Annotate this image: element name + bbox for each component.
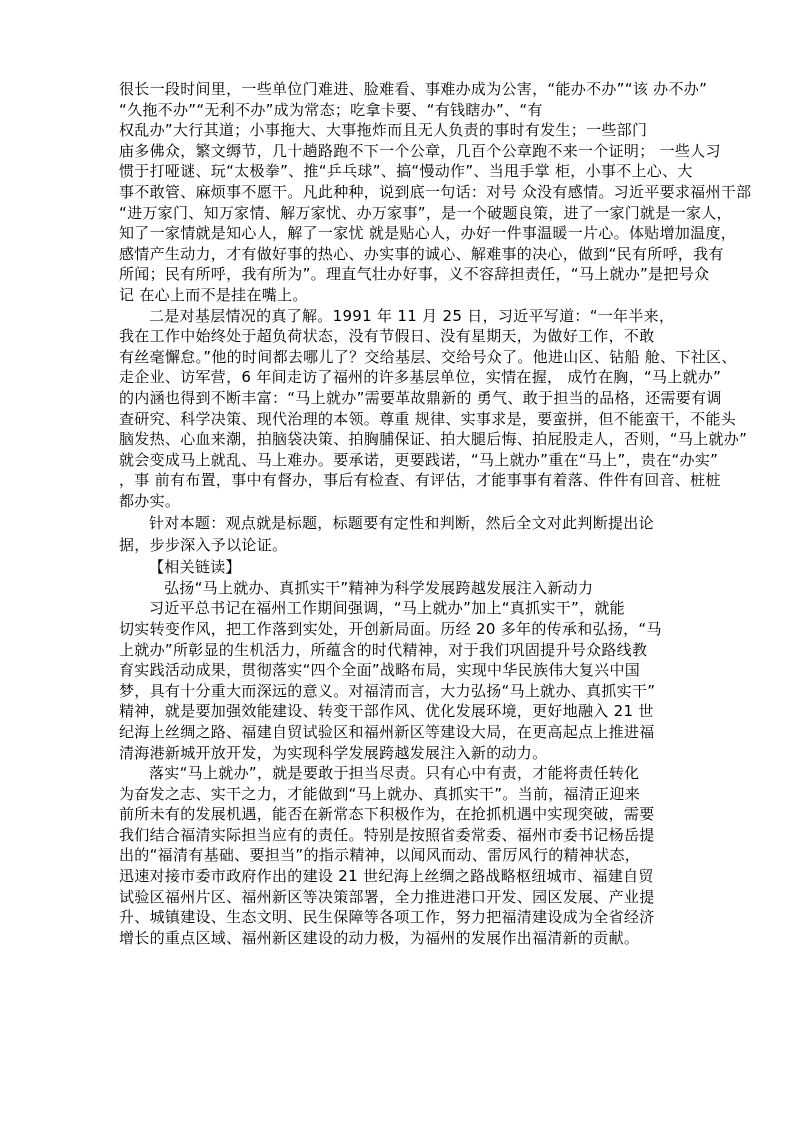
text-line: 庙多佛众，繁文缛节，几十趟路跑不下一个公章，几百个公章跑不来一个证明； 一些人习 [119, 141, 721, 160]
text-line: 为奋发之志、实干之力，才能做到“马上就办、真抓实干”。当前，福清正迎来 [119, 784, 641, 803]
text-line: 试验区福州片区、福州新区等决策部署，全力推进港口开发、园区发展、产业提 [119, 887, 655, 906]
text-line: 惯于打哑谜、玩“太极拳”、推“乒乓球”、搞“慢动作”、当甩手掌 柜，小事不上心、大 [119, 162, 693, 181]
text-line: 感情产生动力，才有做好事的热心、办实事的诚心、解难事的决心，做到“民有所呼，我有 [119, 244, 724, 263]
text-line: 据，步步深入予以论证。 [119, 536, 288, 555]
text-line: “进万家门、知万家情、解万家忧、办万家事”，是一个破题良策，进了一家门就是一家人， [119, 203, 732, 222]
text-line: 我们结合福清实际担当应有的责任。特别是按照省委常委、福州市委书记杨岳提 [119, 825, 655, 844]
text-line: 清海港新城开放开发，为实现科学发展跨越发展注入新的动力。 [119, 743, 548, 762]
paragraph-start: 落实“马上就办”，就是要敢于担当尽责。只有心中有责，才能将责任转化 [149, 764, 640, 783]
text-line: 查研究、科学决策、现代治理的本领。尊重 规律、实事求是，要蛮拼，但不能蛮干，不能头 [119, 409, 737, 428]
article-title: 弘扬“马上就办、真抓实干”精神为科学发展跨越发展注入新动力 [164, 578, 594, 597]
text-line: 育实践活动成果，贯彻落实“四个全面”战略布局，实现中华民族伟大复兴中国 [119, 661, 641, 680]
text-line: ，事 前有布置，事中有督办，事后有检查、有评估，才能事事有着落、件件有回音、桩桩 [119, 471, 721, 490]
text-line: 前所未有的发展机遇，能否在新常态下积极作为，在抢抓机遇中实现突破，需要 [119, 805, 655, 824]
text-line: 记 在心上而不是挂在嘴上。 [119, 285, 308, 304]
text-line: 所闻；民有所呼，我有所为”。理直气壮办好事，义不容辞担责任，“马上就办”是把号众 [119, 265, 710, 284]
paragraph-start: 习近平总书记在福州工作期间强调，“马上就办”加上“真抓实干”，就能 [149, 599, 625, 618]
text-line: 很长一段时间里，一些单位门难进、脸难看、事难办成为公害，“能办不办”“该 办不办” [119, 80, 708, 98]
text-line: 出的“福清有基础、要担当”的指示精神，以闻风而动、雷厉风行的精神状态， [119, 846, 641, 865]
text-line: 迅速对接市委市政府作出的建设 21 世纪海上丝绸之路战略枢纽城市、福建自贸 [119, 867, 654, 886]
text-line: 就会变成马上就乱、马上难办。要承诺，更要践诺，“马上就办”重在“马上”，贵在“办实” [119, 450, 719, 469]
text-line: 纪海上丝绸之路、福建自贸试验区和福州新区等建设大局，在更高起点上推进福 [119, 722, 655, 741]
text-line: “久拖不办”“无利不办”成为常态；吃拿卡要、“有钱瞎办”、“有 [119, 100, 543, 119]
paragraph-start: 针对本题：观点就是标题，标题要有定性和判断，然后全文对此判断提出论 [149, 513, 654, 532]
text-line: 切实转变作风，把工作落到实处，开创新局面。历经 20 多年的传承和弘扬，“马 [119, 619, 662, 638]
text-line: 脑发热、心血来潮，拍脑袋决策、拍胸脯保证、拍大腿后悔、拍屁股走人，否则，“马上就办” [119, 430, 748, 449]
text-line: 有丝毫懈怠。”他的时间都去哪儿了？交给基层、交给号众了。他进山区、钻船 舱、下社区、 [119, 347, 737, 366]
text-line: 我在工作中始终处于超负荷状态，没有节假日、没有星期天，为做好工作，不敢 [119, 327, 655, 346]
text-line: 精神，就是要加强效能建设、转变干部作风、优化发展环境，更好地融入 21 世 [119, 702, 654, 721]
text-line: 梦，具有十分重大而深远的意义。对福清而言，大力弘扬“马上就办、真抓实干” [119, 681, 656, 700]
text-line: 上就办”所彰显的生机活力，所蕴含的时代精神，对于我们巩固提升号众路线教 [119, 640, 648, 659]
text-line: 增长的重点区域、福州新区建设的动力极，为福州的发展作出福清新的贡献。 [119, 928, 640, 947]
text-line: 事不敢管、麻烦事不愿干。凡此种种，说到底一句话：对号 众没有感情。习近平要求福州干部 [119, 182, 752, 201]
text-line: 走企业、访军营，6 年间走访了福州的许多基层单位，实情在握， 成竹在胸，“马上就办” [119, 368, 722, 387]
text-line: 知了一家情就是知心人，解了一家忧 就是贴心人，办好一件事温暖一片心。体贴增加温度， [119, 224, 737, 243]
document-page [119, 79, 752, 948]
text-line: 都办实。 [119, 491, 181, 510]
text-line: 升、城镇建设、生态文明、民生保障等各项工作，努力把福清建设成为全省经济 [119, 908, 655, 927]
text-line: 权乱办”大行其道；小事拖大、大事拖炸而且无人负责的事时有发生；一些部门 [119, 121, 648, 140]
paragraph-start: 二是对基层情况的真了解。1991 年 11 月 25 日，习近平写道：“一年半来， [149, 306, 675, 325]
text-line: 的内涵也得到不断丰富：“马上就办”需要革故鼎新的 勇气、敢于担当的品格，还需要有调 [119, 388, 722, 407]
section-heading: 【相关链读】 [149, 558, 241, 577]
